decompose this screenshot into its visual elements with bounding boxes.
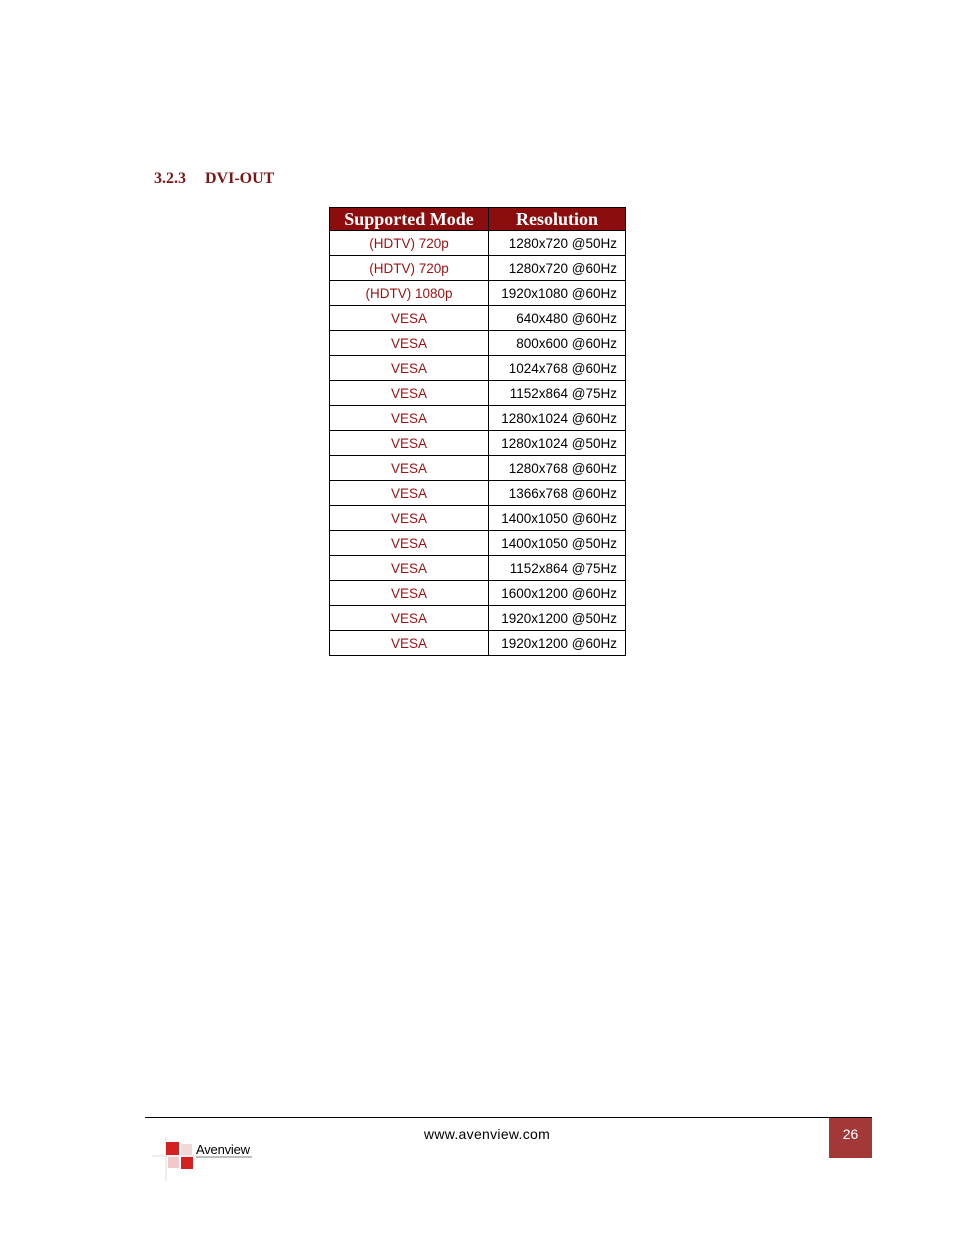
table-row bbox=[330, 381, 626, 406]
resolution-cell: 1400x1050 @50Hz bbox=[489, 531, 626, 556]
supported-mode-cell: VESA bbox=[330, 431, 489, 456]
table-row bbox=[330, 506, 626, 531]
section-heading bbox=[154, 170, 274, 188]
supported-mode-cell: VESA bbox=[330, 456, 489, 481]
supported-mode-cell: (HDTV) 720p bbox=[330, 231, 489, 256]
supported-mode-cell: VESA bbox=[330, 481, 489, 506]
table-row bbox=[330, 481, 626, 506]
supported-mode-cell: VESA bbox=[330, 406, 489, 431]
table-row bbox=[330, 256, 626, 281]
supported-modes-table bbox=[329, 207, 626, 656]
table-row bbox=[330, 531, 626, 556]
table-row bbox=[330, 556, 626, 581]
header-resolution: Resolution bbox=[489, 208, 626, 231]
resolution-cell: 1024x768 @60Hz bbox=[489, 356, 626, 381]
footer-url: www.avenview.com bbox=[423, 1126, 551, 1142]
table-row bbox=[330, 606, 626, 631]
supported-mode-cell: VESA bbox=[330, 331, 489, 356]
table-row bbox=[330, 581, 626, 606]
supported-mode-cell: (HDTV) 1080p bbox=[330, 281, 489, 306]
table-row bbox=[330, 456, 626, 481]
table-row bbox=[330, 631, 626, 656]
table-row bbox=[330, 231, 626, 256]
supported-mode-cell: VESA bbox=[330, 556, 489, 581]
resolution-cell: 800x600 @60Hz bbox=[489, 331, 626, 356]
supported-mode-cell: VESA bbox=[330, 356, 489, 381]
supported-mode-cell: VESA bbox=[330, 606, 489, 631]
table-row bbox=[330, 331, 626, 356]
resolution-cell: 1920x1200 @60Hz bbox=[489, 631, 626, 656]
resolution-cell: 1280x1024 @60Hz bbox=[489, 406, 626, 431]
supported-mode-cell: VESA bbox=[330, 506, 489, 531]
supported-mode-cell: VESA bbox=[330, 381, 489, 406]
logo-wordmark: Avenview bbox=[196, 1142, 250, 1157]
section-number: 3.2.3 bbox=[154, 170, 186, 187]
table-row bbox=[330, 406, 626, 431]
section-title: DVI-OUT bbox=[205, 170, 275, 187]
supported-mode-cell: VESA bbox=[330, 306, 489, 331]
supported-mode-cell: VESA bbox=[330, 581, 489, 606]
resolution-cell: 1600x1200 @60Hz bbox=[489, 581, 626, 606]
resolution-cell: 1400x1050 @60Hz bbox=[489, 506, 626, 531]
resolution-cell: 1152x864 @75Hz bbox=[489, 381, 626, 406]
supported-mode-cell: (HDTV) 720p bbox=[330, 256, 489, 281]
resolution-cell: 1920x1200 @50Hz bbox=[489, 606, 626, 631]
table-row bbox=[330, 281, 626, 306]
resolution-cell: 1366x768 @60Hz bbox=[489, 481, 626, 506]
table-body bbox=[330, 231, 626, 656]
resolution-cell: 1280x1024 @50Hz bbox=[489, 431, 626, 456]
resolution-cell: 1152x864 @75Hz bbox=[489, 556, 626, 581]
header-supported-mode: Supported Mode bbox=[330, 208, 489, 231]
resolution-cell: 1280x768 @60Hz bbox=[489, 456, 626, 481]
table-row bbox=[330, 306, 626, 331]
supported-mode-cell: VESA bbox=[330, 531, 489, 556]
supported-mode-cell: VESA bbox=[330, 631, 489, 656]
footer-divider bbox=[145, 1117, 872, 1118]
resolution-cell: 640x480 @60Hz bbox=[489, 306, 626, 331]
resolution-cell: 1280x720 @50Hz bbox=[489, 231, 626, 256]
resolution-cell: 1280x720 @60Hz bbox=[489, 256, 626, 281]
table-row bbox=[330, 431, 626, 456]
resolution-cell: 1920x1080 @60Hz bbox=[489, 281, 626, 306]
table-header-row bbox=[330, 208, 626, 231]
page-number-badge: 26 bbox=[829, 1118, 872, 1158]
table-row bbox=[330, 356, 626, 381]
